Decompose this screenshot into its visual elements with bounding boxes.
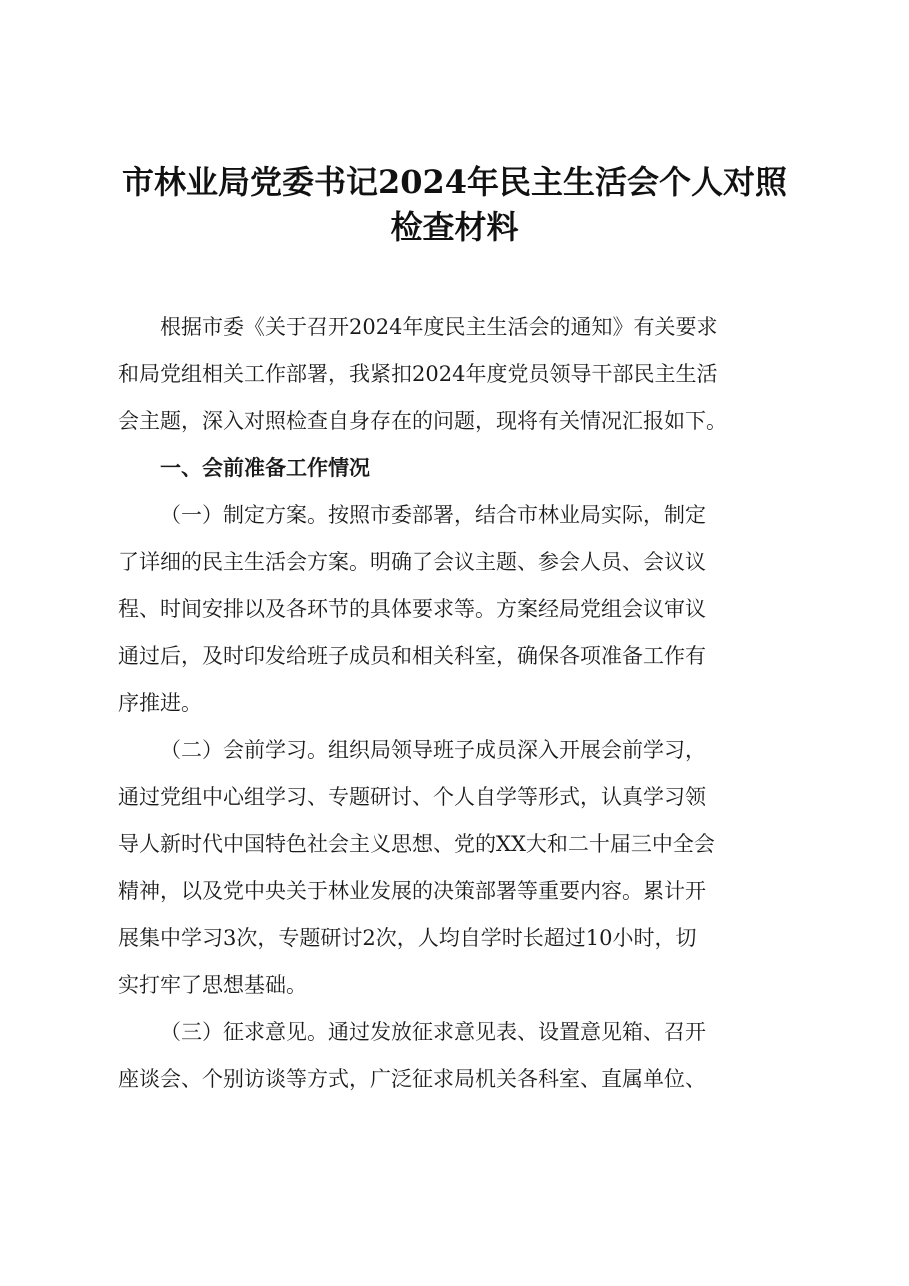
section-heading: 一、会前准备工作情况: [160, 456, 370, 480]
document-title-line-2: 检查材料: [390, 208, 519, 246]
paragraph-line: （二）会前学习。组织局领导班子成员深入开展会前学习，: [160, 738, 706, 762]
intro-line: 和局党组相关工作部署，我紧扣2024年度党员领导干部民主生活: [118, 362, 718, 386]
paragraph-line: 导人新时代中国特色社会主义思想、党的XX大和二十届三中全会: [118, 832, 715, 856]
paragraph-line: 展集中学习3次，专题研讨2次，人均自学时长超过10小时，切: [118, 926, 697, 950]
paragraph-line: 座谈会、个别访谈等方式，广泛征求局机关各科室、直属单位、: [118, 1067, 706, 1091]
paragraph-line: （一）制定方案。按照市委部署，结合市林业局实际，制定: [160, 503, 706, 527]
paragraph-line: 实打牢了思想基础。: [118, 973, 307, 997]
paragraph-line: （三）征求意见。通过发放征求意见表、设置意见箱、召开: [160, 1020, 706, 1044]
paragraph-line: 精神，以及党中央关于林业发展的决策部署等重要内容。累计开: [118, 879, 706, 903]
paragraph-line: 通过党组中心组学习、专题研讨、个人自学等形式，认真学习领: [118, 785, 706, 809]
document-title-line-1: 市林业局党委书记2024年民主生活会个人对照: [121, 163, 788, 201]
paragraph-line: 通过后，及时印发给班子成员和相关科室，确保各项准备工作有: [118, 644, 706, 668]
paragraph-line: 序推进。: [118, 691, 202, 715]
paragraph-line: 程、时间安排以及各环节的具体要求等。方案经局党组会议审议: [118, 597, 706, 621]
intro-line: 根据市委《关于召开2024年度民主生活会的通知》有关要求: [160, 315, 718, 339]
intro-line: 会主题，深入对照检查自身存在的问题，现将有关情况汇报如下。: [118, 409, 727, 433]
paragraph-line: 了详细的民主生活会方案。明确了会议主题、参会人员、会议议: [118, 550, 706, 574]
